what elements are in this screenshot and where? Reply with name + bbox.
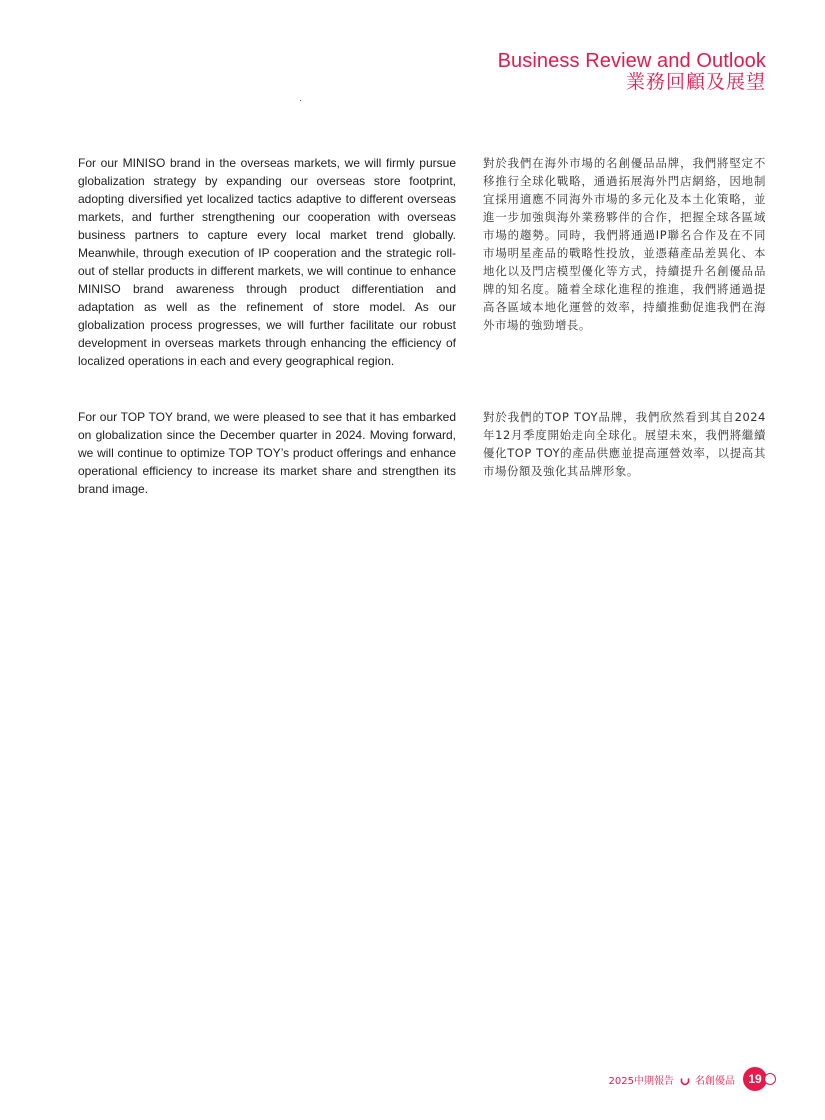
page-number: 19 (748, 1072, 762, 1086)
page-title-zh: 業務回顧及展望 (625, 72, 766, 93)
page-ring-icon (764, 1073, 776, 1085)
miniso-smile-icon (680, 1074, 690, 1084)
page-header (498, 50, 766, 94)
brand-label: 名創優品 (695, 1075, 735, 1087)
section-toptoy-en (78, 408, 456, 498)
section-miniso-zh (483, 154, 766, 334)
stray-dot (300, 100, 301, 101)
paragraph-miniso-en: For our MINISO brand in the overseas markets, we will firmly pursue globalization strategy by expanding our overseas store footprint, adopting diversified yet localized tactics adaptive to different overseas markets, and further strengthening our cooperation with overseas business partners to capture every local market trend globally. Meanwhile, through execution of IP cooperation and the strategic roll-out of stellar products in different markets, we will continue to enhance MINISO brand awareness through product differentiation and adaptation as well as the refinement of store model. As our globalization process progresses, we will further facilitate our robust development in overseas markets through enhancing the efficiency of localized operations in each and every geographical region. (78, 156, 456, 368)
paragraph-toptoy-zh: 對於我們的TOP TOY品牌，我們欣然看到其自2024年12月季度開始走向全球化。展望未來，我們將繼續優化TOP TOY的產品供應並提高運營效率，以提高其市場份額及強化其品牌形象。 (483, 410, 766, 478)
paragraph-miniso-zh: 對於我們在海外市場的名創優品品牌，我們將堅定不移推行全球化戰略，通過拓展海外門店網絡，因地制宜採用適應不同海外市場的多元化及本土化策略，並進一步加強與海外業務夥伴的合作，把握全球各區域市場的趨勢。同時，我們將通過IP聯名合作及在不同市場明星產品的戰略性投放，並憑藉產品差異化、本地化以及門店模型優化等方式，持續提升名創優品品牌的知名度。隨着全球化進程的推進，我們將通過提高各區域本地化運營的效率，持續推動促進我們在海外市場的強勁增長。 (483, 156, 766, 332)
page-title-en: Business Review and Outlook (497, 50, 766, 72)
section-miniso-en (78, 154, 456, 370)
page-number-badge (743, 1067, 779, 1091)
report-label: 2025中期報告 (608, 1075, 674, 1087)
section-toptoy-zh (483, 408, 766, 480)
paragraph-toptoy-en: For our TOP TOY brand, we were pleased to see that it has embarked on globalization since the December quarter in 2024. Moving forward, we will continue to optimize TOP TOY’s product offerings and enhance operational efficiency to increase its market share and strengthen its brand image. (78, 410, 456, 496)
page-footer (609, 1067, 779, 1091)
